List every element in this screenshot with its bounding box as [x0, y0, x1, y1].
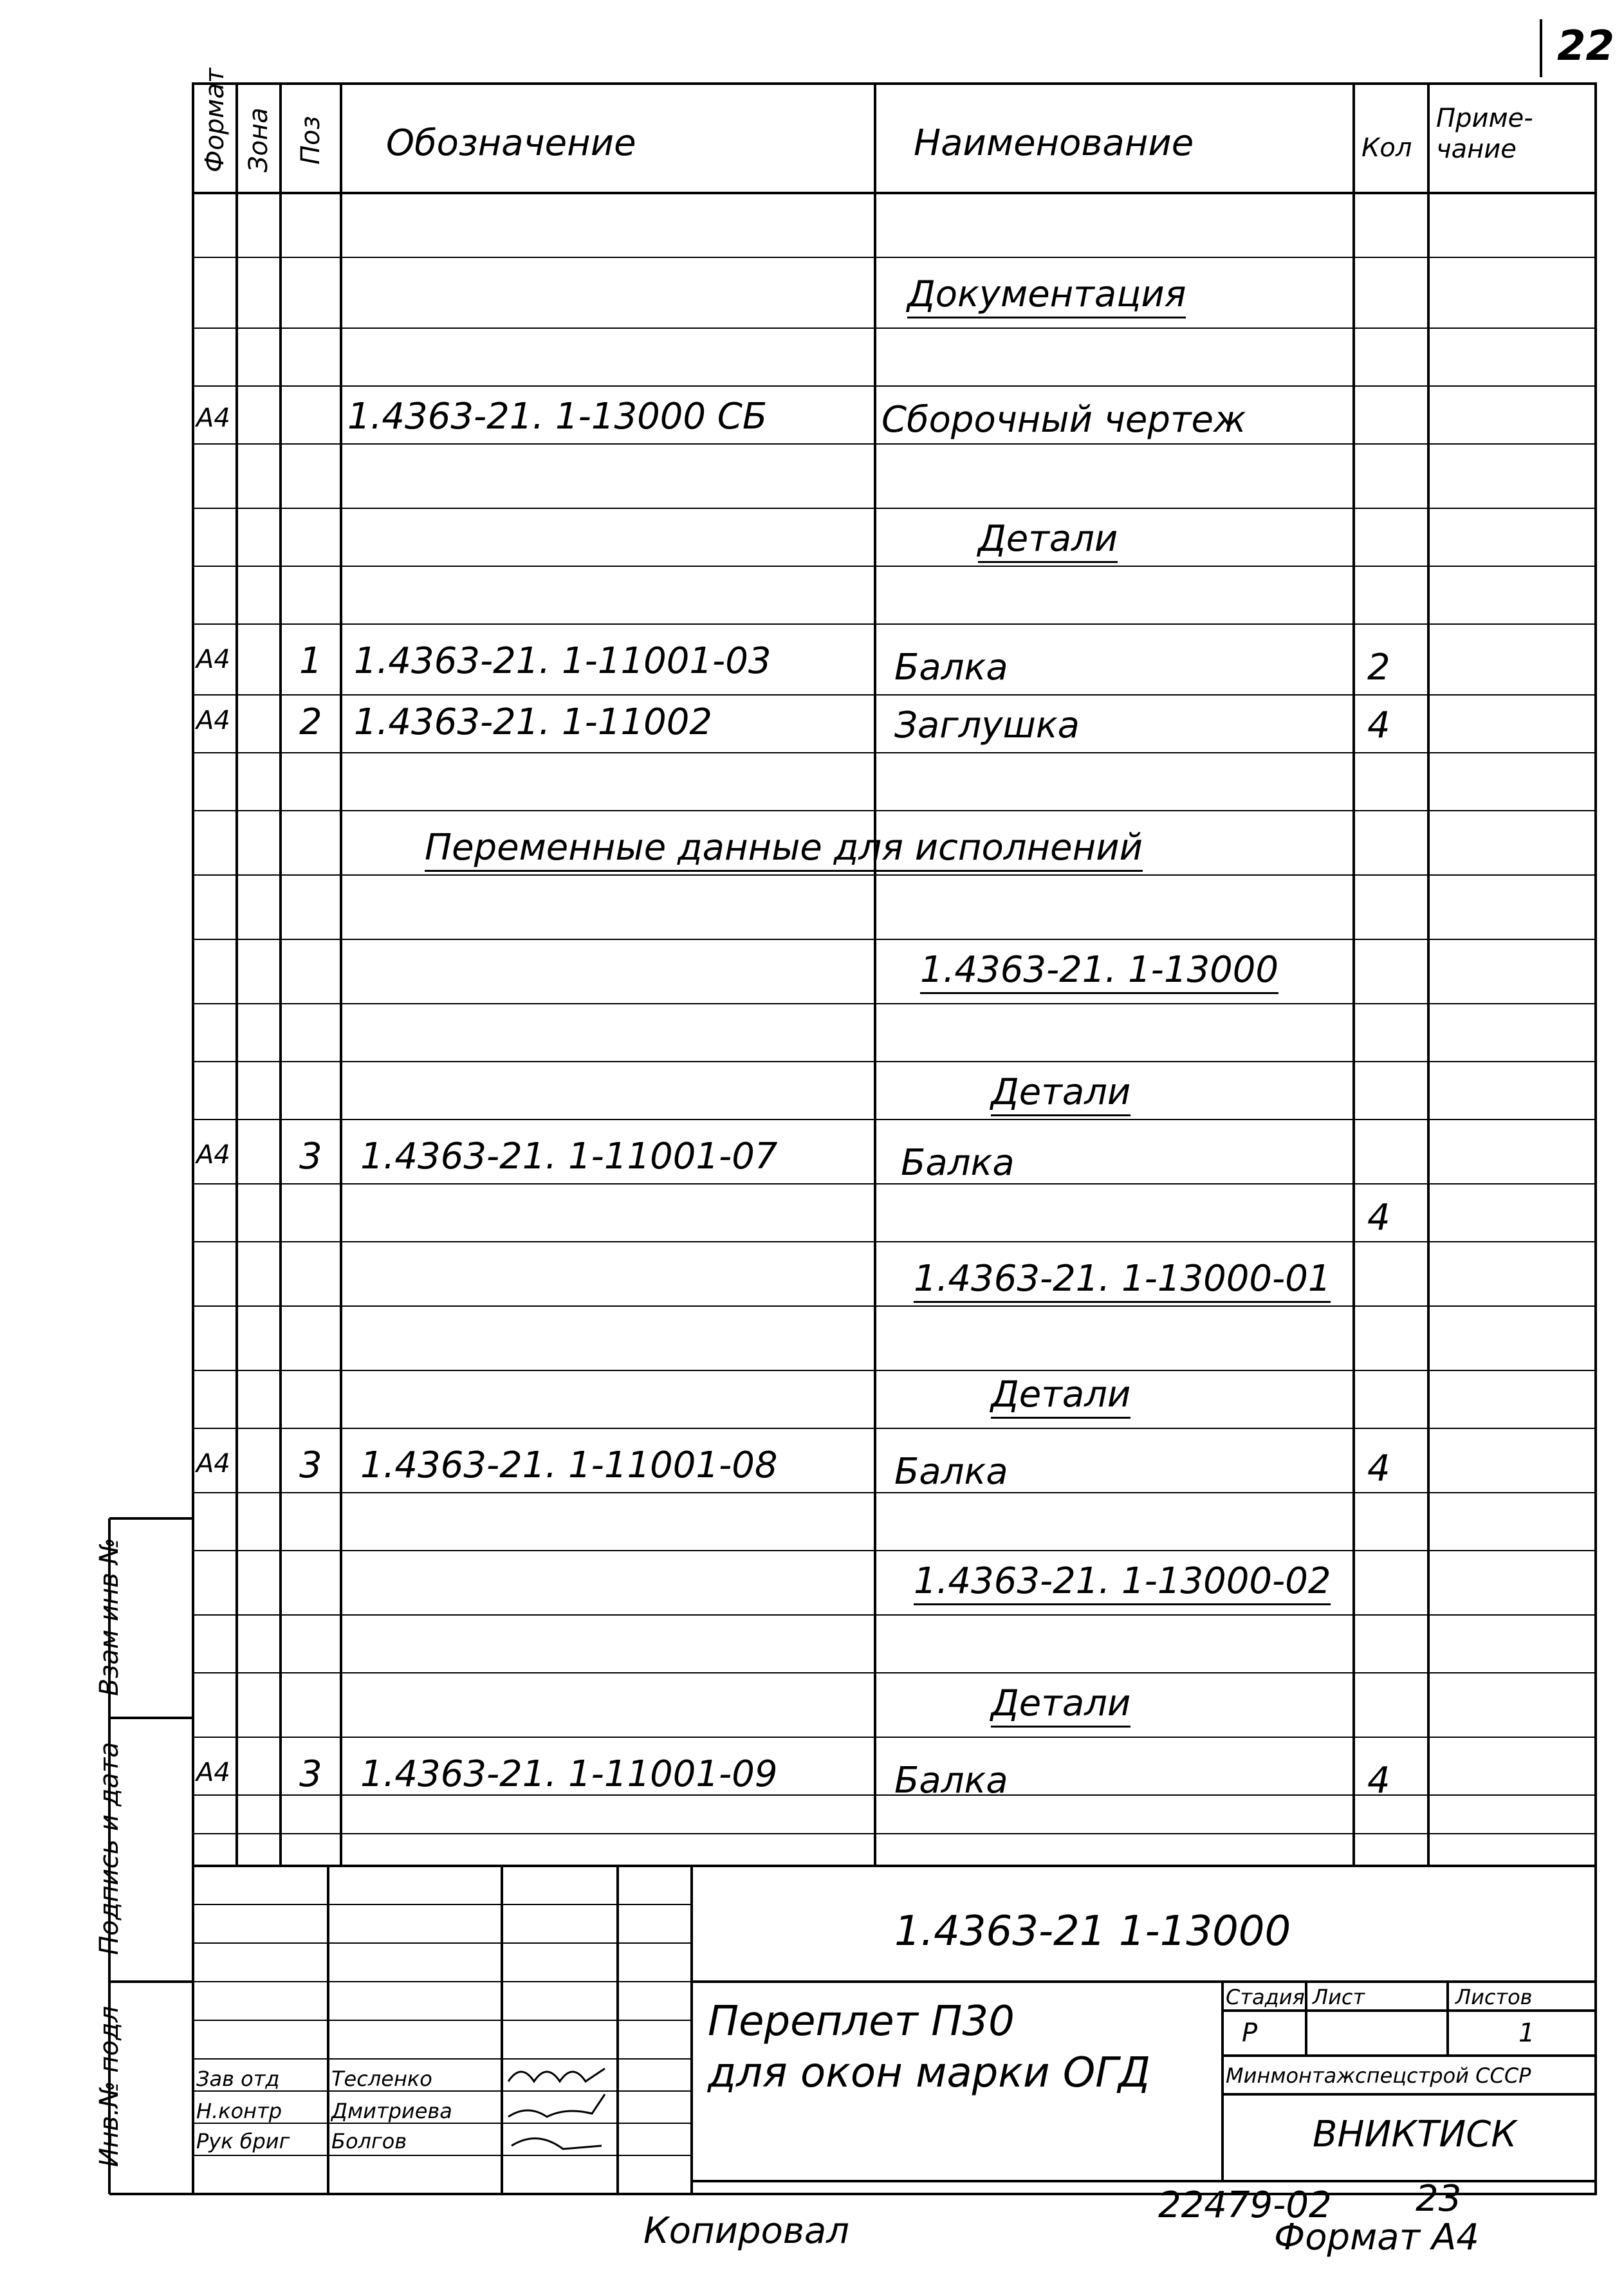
row-format: А4 [196, 1140, 230, 1170]
row-designation: 1.4363-21. 1-13000 СБ [347, 396, 768, 438]
signature-marks [508, 2069, 605, 2149]
row-format: А4 [196, 403, 230, 433]
signatory-name: Болгов [331, 2129, 407, 2153]
row-qty: 4 [1367, 1448, 1390, 1489]
section-details-2: Детали [991, 1074, 1130, 1116]
row-qty: 2 [1367, 647, 1390, 688]
sheets-value: 1 [1518, 2018, 1535, 2048]
header-designation: Обозначение [386, 122, 636, 164]
sheet-label: Лист [1313, 1985, 1365, 2009]
row-format: А4 [196, 1449, 230, 1479]
row-name: Балка [894, 1451, 1008, 1493]
row-qty: 4 [1367, 1197, 1390, 1239]
header-format: Формат [200, 68, 230, 172]
row-name: Сборочный чертеж [881, 399, 1246, 441]
side-inv-orig: Инв.№ подл [95, 2005, 124, 2168]
row-format: А4 [196, 706, 230, 735]
stage-value: Р [1242, 2018, 1258, 2048]
row-qty: 4 [1367, 705, 1390, 746]
side-interchange: Взам инв № [95, 1537, 124, 1697]
header-pos: Поз [296, 116, 326, 165]
sheets-label: Листов [1455, 1985, 1533, 2009]
row-format: А4 [196, 1758, 230, 1787]
signatory-name: Тесленко [331, 2067, 432, 2091]
header-note: Приме-чание [1436, 104, 1533, 164]
page-number: 22 [1557, 23, 1615, 70]
section-variable-data: Переменные данные для исполнений [425, 830, 1143, 872]
signatory-role: Рук бриг [196, 2129, 290, 2153]
row-pos: 3 [299, 1444, 322, 1486]
row-name: Балка [894, 647, 1008, 688]
sheet-number: 23 [1416, 2178, 1462, 2220]
section-variant-2: 1.4363-21. 1-13000-01 [914, 1261, 1331, 1303]
row-format: А4 [196, 645, 230, 674]
organization: Минмонтажспецстрой СССР [1226, 2063, 1531, 2088]
row-qty: 4 [1367, 1760, 1390, 1802]
signatory-role: Зав отд [196, 2067, 280, 2091]
title-line-1: Переплет П30 [708, 1998, 1015, 2045]
row-name: Заглушка [894, 705, 1080, 746]
header-name: Наименование [914, 122, 1194, 164]
row-pos: 3 [299, 1753, 322, 1795]
doc-code: 1.4363-21 1-13000 [894, 1908, 1291, 1955]
signatory-role: Н.контр [196, 2099, 282, 2123]
header-zone: Зона [244, 107, 273, 172]
section-documentation: Документация [907, 277, 1186, 318]
section-details-3: Детали [991, 1377, 1130, 1419]
row-pos: 1 [299, 640, 322, 682]
section-details-1: Детали [978, 521, 1118, 563]
format-label: Формат А4 [1274, 2217, 1479, 2258]
copied-label: Копировал [643, 2210, 849, 2252]
row-designation: 1.4363-21. 1-11002 [354, 701, 712, 743]
archive-number: 22479-02 [1158, 2184, 1332, 2226]
section-details-4: Детали [991, 1686, 1130, 1728]
row-designation: 1.4363-21. 1-11001-08 [360, 1444, 778, 1486]
row-pos: 3 [299, 1136, 322, 1177]
section-variant-1: 1.4363-21. 1-13000 [920, 952, 1278, 994]
row-designation: 1.4363-21. 1-11001-03 [354, 640, 771, 682]
section-variant-3: 1.4363-21. 1-13000-02 [914, 1563, 1331, 1605]
signatory-name: Дмитриева [331, 2099, 452, 2123]
header-qty: Кол [1361, 133, 1412, 163]
row-name: Балка [894, 1760, 1008, 1802]
side-sign-date: Подпись и дата [95, 1742, 124, 1955]
row-pos: 2 [299, 701, 322, 743]
institute: ВНИКТИСК [1313, 2114, 1517, 2155]
row-name: Балка [901, 1142, 1015, 1184]
row-designation: 1.4363-21. 1-11001-09 [360, 1753, 778, 1795]
row-designation: 1.4363-21. 1-11001-07 [360, 1136, 778, 1177]
title-line-2: для окон марки ОГД [708, 2049, 1150, 2097]
stage-label: Стадия [1226, 1985, 1305, 2009]
